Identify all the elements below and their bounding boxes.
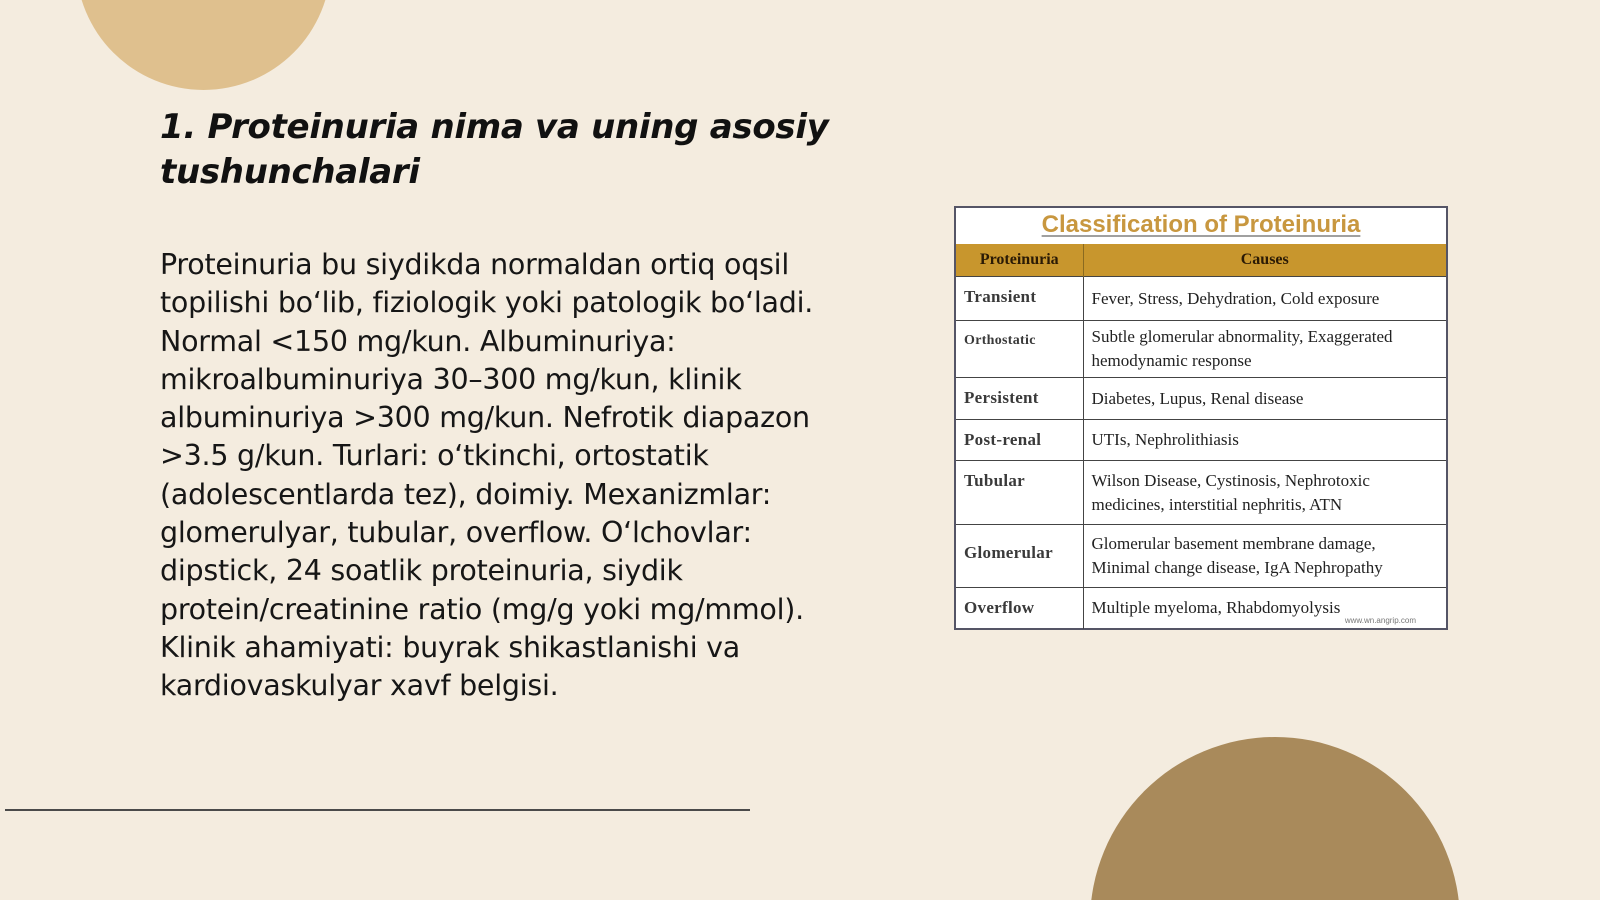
divider-line [5,809,750,811]
table-row [956,277,1446,321]
slide-body-text: Proteinuria bu siydikda normaldan ortiq oqsil topilishi bo‘lib, fiziologik yoki patologik bo‘ladi. Normal <150 mg/kun. Albuminuriya: mikroalbuminuriya 30–300 mg/kun, klinik albuminuriya >300 mg/kun. Nefrotik diapazon >3.5 g/kun. Turlari: o‘tkinchi, ortostatik (adolescentlarda tez), doimiy. Mexanizmlar: glomerulyar, tubular, overflow. O‘lchovlar: dipstick, 24 soatlik proteinuria, siydik protein/creatinine ratio (mg/g yoki mg/mmol). Klinik ahamiyati: buyrak shikastlanishi va kardiovaskulyar xavf belgisi. [160,248,814,703]
row-causes: Fever, Stress, Dehydration, Cold exposure [1083,277,1446,321]
row-type: Tubular [956,461,1083,525]
row-causes: UTIs, Nephrolithiasis [1083,420,1446,461]
row-causes: Wilson Disease, Cystinosis, Nephrotoxic medicines, interstitial nephritis, ATN [1083,461,1446,525]
decorative-circle-top [76,0,331,90]
classification-table [956,244,1446,629]
column-header-causes: Causes [1083,244,1446,277]
slide-title: 1. Proteinuria nima va uning asosiy tushunchalari [160,107,829,192]
table-title: Classification of Proteinuria [956,208,1446,244]
row-type: Post-renal [956,420,1083,461]
column-header-proteinuria: Proteinuria [956,244,1083,277]
row-causes: Multiple myeloma, Rhabdomyolysis [1083,588,1446,629]
row-type: Glomerular [956,525,1083,588]
table-row [956,378,1446,420]
decorative-circle-bottom [1090,737,1460,900]
row-type: Overflow [956,588,1083,629]
source-watermark: www.wn.angrip.com [1344,616,1416,625]
row-type: Orthostatic [956,321,1083,378]
table-row [956,461,1446,525]
table-row [956,420,1446,461]
table-row [956,525,1446,588]
row-type: Transient [956,277,1083,321]
row-causes: Glomerular basement membrane damage, Minimal change disease, IgA Nephropathy [1083,525,1446,588]
classification-table-image [954,206,1448,630]
row-causes: Subtle glomerular abnormality, Exaggerated hemodynamic response [1083,321,1446,378]
table-row [956,321,1446,378]
row-causes: Diabetes, Lupus, Renal disease [1083,378,1446,420]
table-header-row [956,244,1446,277]
row-type: Persistent [956,378,1083,420]
